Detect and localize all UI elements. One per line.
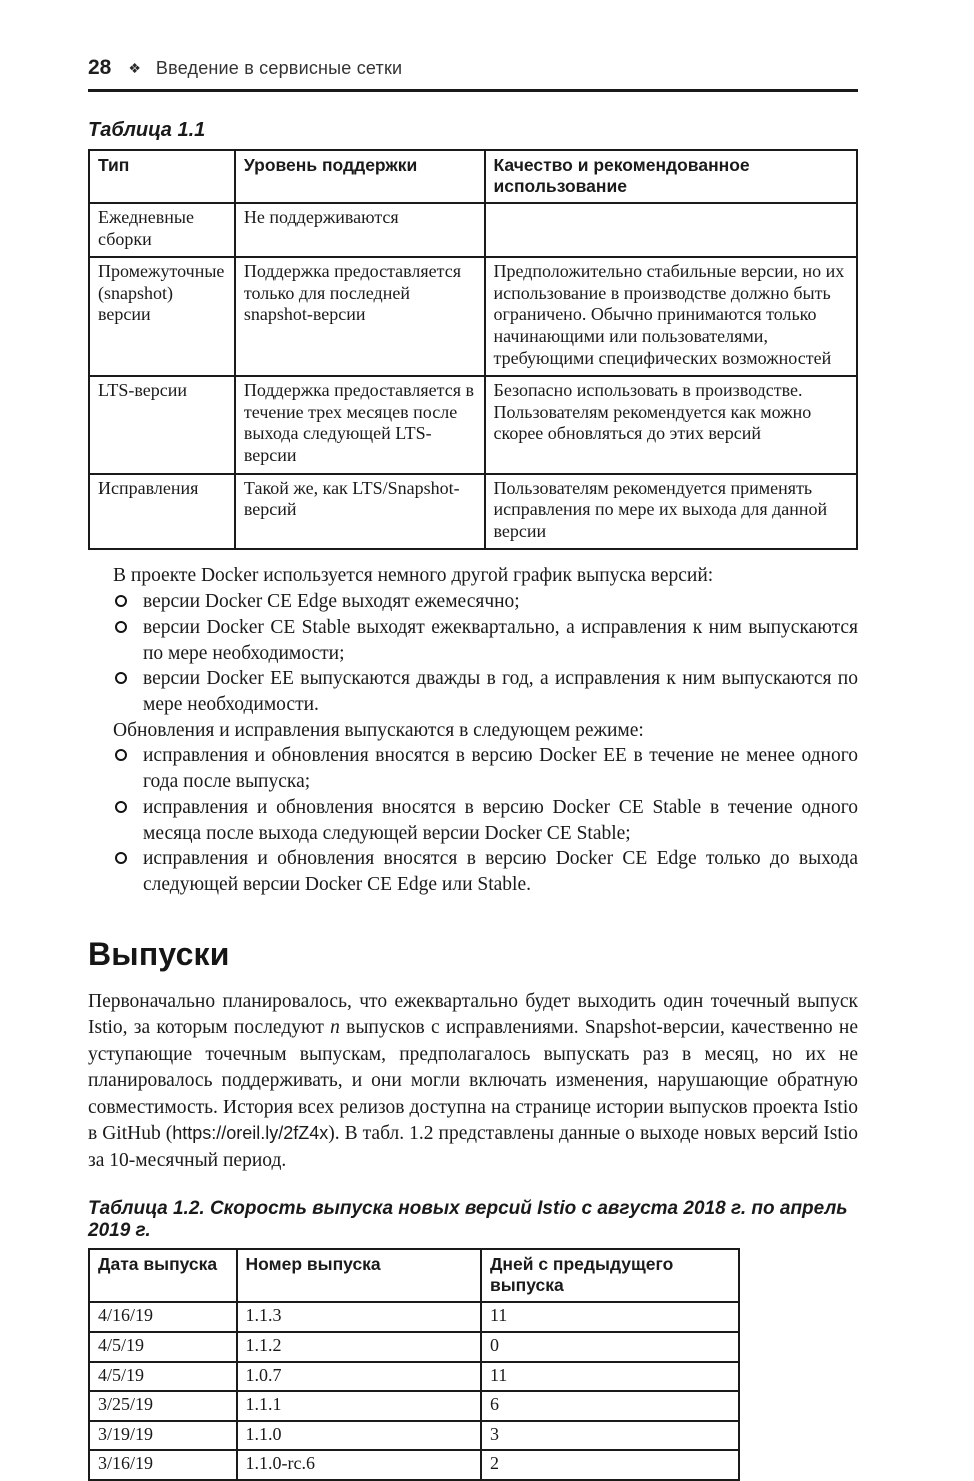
variable-n: n — [330, 1017, 340, 1039]
circle-bullet-icon — [115, 595, 127, 607]
table-cell: 6 — [481, 1391, 739, 1421]
table-row — [89, 1302, 739, 1332]
release-history-url: https://oreil.ly/2fZ4x — [172, 1123, 329, 1144]
circle-bullet-icon — [115, 749, 127, 761]
table-cell: 2 — [481, 1450, 739, 1480]
updates-mode-list — [113, 743, 858, 897]
table-cell: Поддержка предоставляется только для последней snapshot-версии — [235, 257, 485, 376]
table-header-row — [89, 150, 857, 203]
running-head — [88, 56, 858, 92]
table-row — [89, 203, 857, 257]
list-item — [113, 743, 858, 794]
paragraph-text: ). В табл. 1.2 представлены данные о выходе новых версий Istio за 10-месячный период. — [88, 1123, 858, 1171]
table-cell: Ежедневные сборки — [89, 203, 235, 257]
list-item-text: исправления и обновления вносятся в версию Docker EE в течение не менее одного года после выпуска; — [143, 745, 858, 793]
table-cell: 4/5/19 — [89, 1332, 237, 1362]
list-item-text: версии Docker CE Stable выходят ежеквартально, а исправления к ним выпускаются по мере необходимости; — [143, 616, 858, 664]
table-row — [89, 474, 857, 550]
table-cell: 3/16/19 — [89, 1450, 237, 1480]
table-cell: 4/16/19 — [89, 1302, 237, 1332]
updates-intro-paragraph: Обновления и исправления выпускаются в следующем режиме: — [113, 719, 644, 741]
circle-bullet-icon — [115, 852, 127, 864]
table-cell: 1.1.3 — [237, 1302, 481, 1332]
table-row — [89, 1332, 739, 1362]
table-cell: 1.1.2 — [237, 1332, 481, 1362]
table-cell: Безопасно использовать в производстве. Пользователям рекомендуется как можно скорее обновляться до этих версий — [485, 376, 858, 473]
list-item — [113, 846, 858, 897]
istio-release-rate-table — [88, 1248, 740, 1481]
list-item-text: версии Docker CE Edge выходят ежемесячно; — [143, 591, 520, 613]
table-cell: 1.1.0 — [237, 1421, 481, 1451]
table-row — [89, 376, 857, 473]
circle-bullet-icon — [115, 801, 127, 813]
docker-release-list — [113, 589, 858, 718]
header-cell-release-number: Номер выпуска — [237, 1249, 481, 1302]
circle-bullet-icon — [115, 672, 127, 684]
header-cell-days-since: Дней с предыдущего выпуска — [481, 1249, 739, 1302]
table-cell: 3/25/19 — [89, 1391, 237, 1421]
table-1-1-caption: Таблица 1.1 — [88, 119, 206, 141]
releases-paragraph — [88, 989, 858, 1175]
list-item — [113, 589, 858, 615]
table-header-row — [89, 1249, 739, 1302]
header-cell-type: Тип — [89, 150, 235, 203]
table-row — [89, 1362, 739, 1392]
table-cell: Не поддерживаются — [235, 203, 485, 257]
table-cell: 0 — [481, 1332, 739, 1362]
chapter-title: Введение в сервисные сетки — [155, 58, 403, 78]
table-cell: 1.0.7 — [237, 1362, 481, 1392]
table-cell: LTS-версии — [89, 376, 235, 473]
header-cell-support-level: Уровень поддержки — [235, 150, 485, 203]
table-cell: 11 — [481, 1362, 739, 1392]
header-cell-release-date: Дата выпуска — [89, 1249, 237, 1302]
table-cell: 3/19/19 — [89, 1421, 237, 1451]
table-cell: Исправления — [89, 474, 235, 550]
table-cell — [485, 203, 858, 257]
table-row — [89, 1421, 739, 1451]
diamond-separator-icon: ❖ — [128, 60, 141, 76]
docker-intro-paragraph: В проекте Docker используется немного другой график выпуска версий: — [113, 565, 714, 587]
table-cell: Пользователям рекомендуется применять исправления по мере их выхода для данной версии — [485, 474, 858, 550]
list-item — [113, 795, 858, 846]
paragraph-text: Первоначально планировалось, что ежеквартально будет выходить один точечный выпуск Istio, за которым последуют — [88, 990, 858, 1039]
table-cell: Предположительно стабильные версии, но их использование в производстве должно быть ограничено. Обычно принимаются только начинающими или пользователями, требующими специфических возможностей — [485, 257, 858, 376]
table-cell: 11 — [481, 1302, 739, 1332]
docker-release-block — [113, 563, 858, 898]
list-item — [113, 615, 858, 666]
list-item-text: исправления и обновления вносятся в версию Docker CE Stable в течение одного месяца после выхода следующей версии Docker CE Stable; — [143, 796, 858, 844]
table-cell: 1.1.1 — [237, 1391, 481, 1421]
table-cell: Поддержка предоставляется в течение трех месяцев после выхода следующей LTS-версии — [235, 376, 485, 473]
table-cell: 1.1.0-rc.6 — [237, 1450, 481, 1480]
list-item-text: исправления и обновления вносятся в версию Docker CE Edge только до выхода следующей версии Docker CE Edge или Stable. — [143, 848, 858, 896]
table-cell: 3 — [481, 1421, 739, 1451]
support-levels-table — [88, 149, 858, 550]
table-cell: 4/5/19 — [89, 1362, 237, 1392]
list-item-text: версии Docker EE выпускаются дважды в год, а исправления к ним выпускаются по мере необходимости. — [143, 668, 858, 715]
header-cell-quality: Качество и рекомендованное использование — [485, 150, 858, 203]
table-row — [89, 257, 857, 376]
table-row — [89, 1391, 739, 1421]
paragraph-text: выпусков с исправлениями. Snapshot-версии, качественно не уступающие точечным выпускам, предполагалось выпускать раз в месяц, но их не планировалось поддерживать, и они могли включать изменения, нарушающие обратную совместимость. История всех релизов доступна на странице истории выпусков проекта Istio в GitHub ( — [88, 1017, 858, 1145]
table-cell: Такой же, как LTS/Snapshot-версий — [235, 474, 485, 550]
circle-bullet-icon — [115, 621, 127, 633]
table-1-2-caption: Таблица 1.2. Скорость выпуска новых версий Istio с августа 2018 г. по апрель 2019 г. — [88, 1198, 848, 1242]
page-number: 28 — [88, 56, 112, 79]
table-row — [89, 1450, 739, 1480]
list-item — [113, 666, 858, 717]
section-heading-releases: Выпуски — [88, 935, 230, 972]
table-cell: Промежуточные (snapshot) версии — [89, 257, 235, 376]
